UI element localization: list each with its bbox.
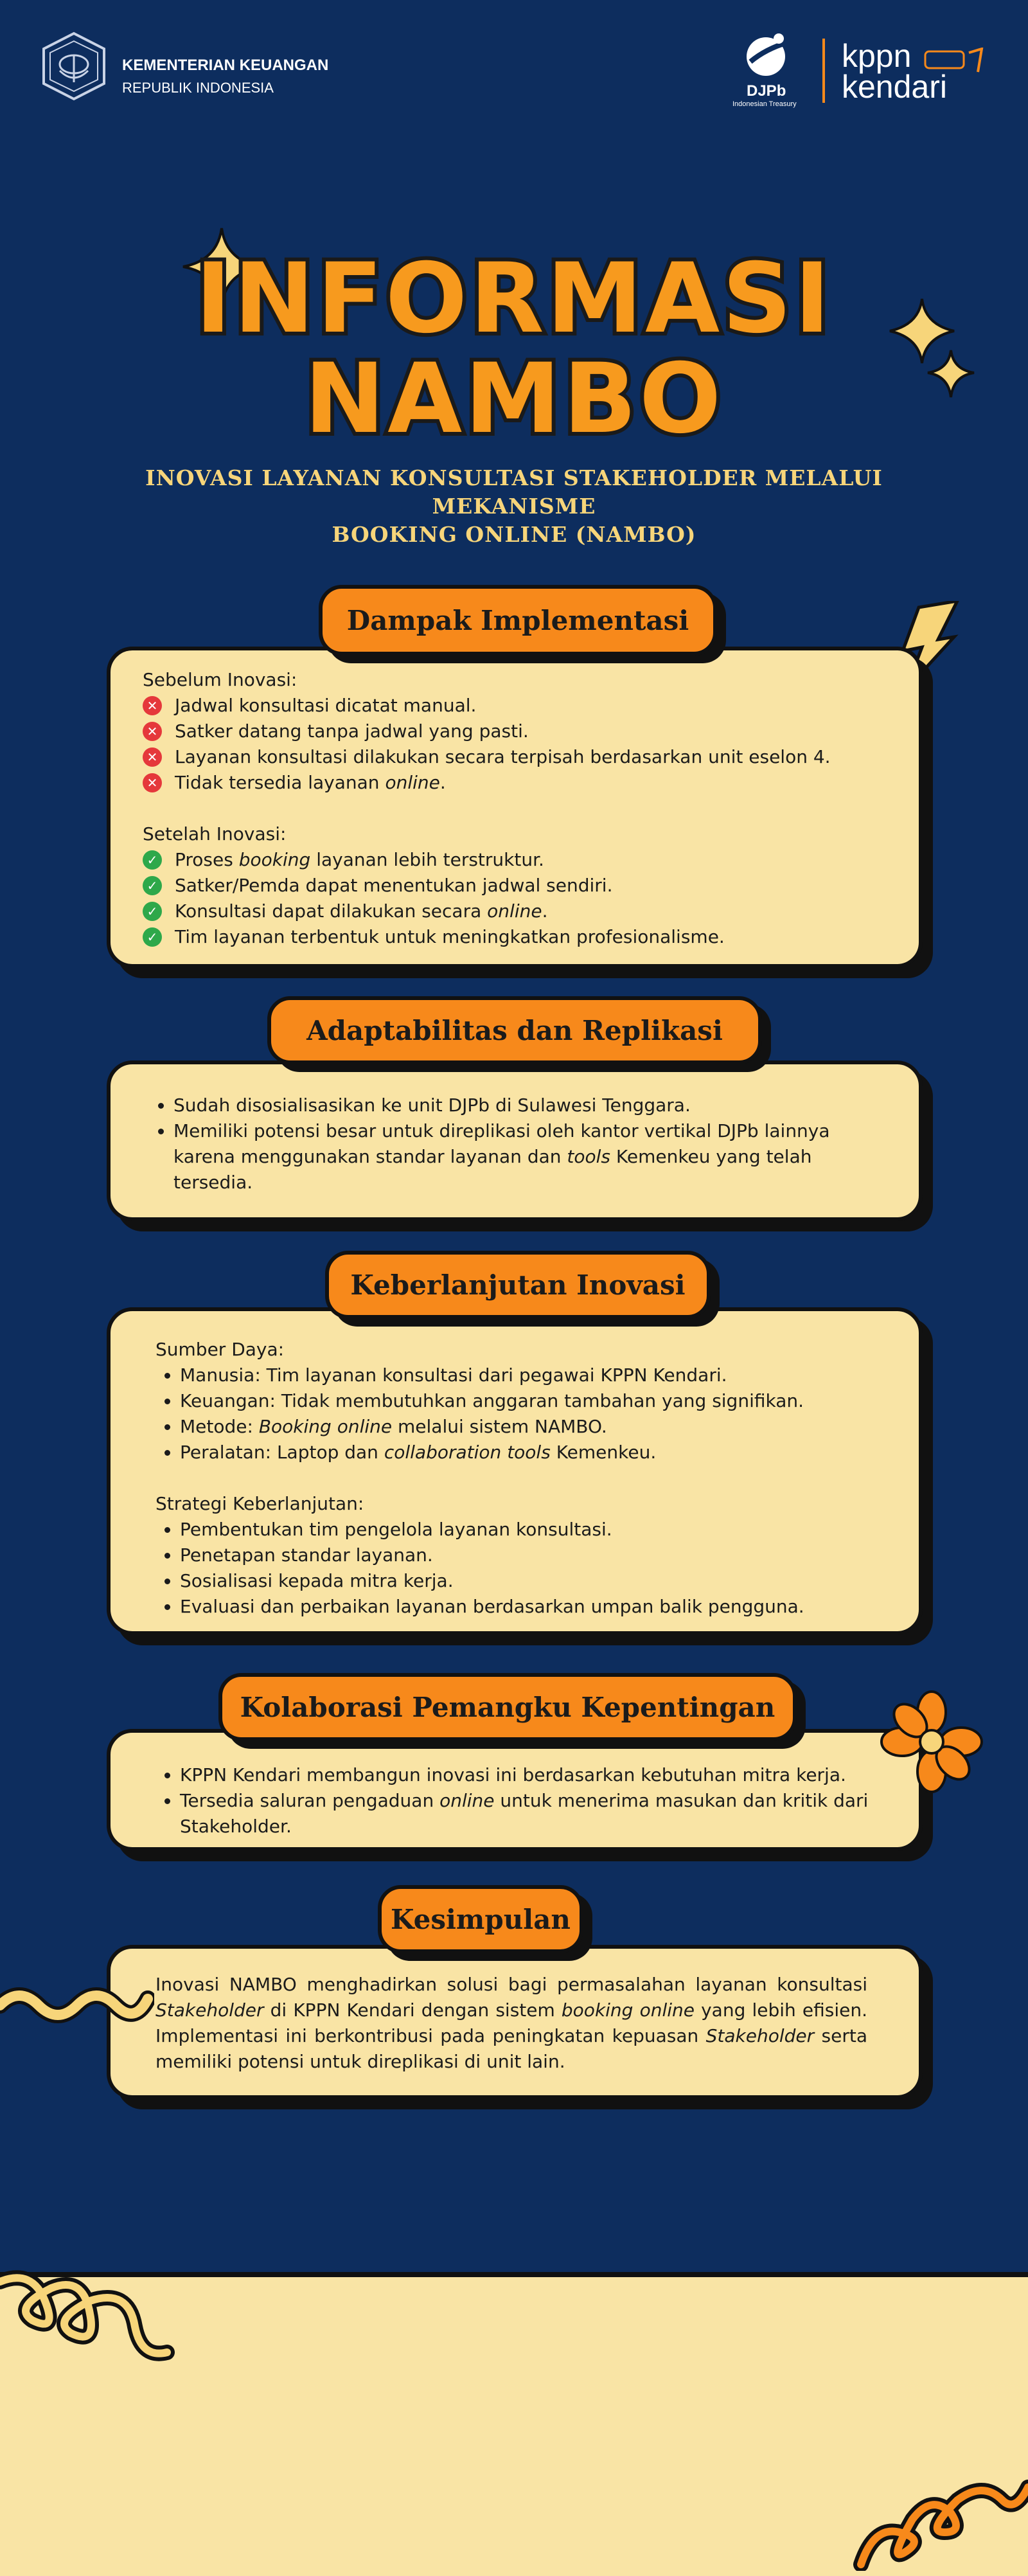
- strategy-item-4: • Evaluasi dan perbaikan layanan berdasarkan umpan balik pengguna.: [180, 1594, 874, 1620]
- after-item-4: ✓ Tim layanan terbentuk untuk meningkatkan profesionalisme.: [143, 924, 887, 950]
- resource-item-3: • Metode: Booking online melalui sistem NAMBO.: [180, 1414, 874, 1440]
- ministry-name-line2: REPUBLIK INDONESIA: [122, 80, 274, 96]
- resource-item-4: • Peralatan: Laptop dan collaboration tools Kemenkeu.: [180, 1440, 874, 1465]
- strategy-item-1: • Pembentukan tim pengelola layanan konsultasi.: [180, 1517, 874, 1543]
- adaptabilitas-card: [107, 1060, 923, 1221]
- resource-item-2: • Keuangan: Tidak membutuhkan anggaran tambahan yang signifikan.: [180, 1388, 874, 1414]
- nambo-mini-badge-icon: [924, 48, 988, 73]
- ministry-emblem-icon: [39, 31, 109, 102]
- title-line2: NAMBO: [304, 343, 724, 455]
- subtitle-line1: INOVASI LAYANAN KONSULTASI STAKEHOLDER MELALUI MEKANISME: [145, 465, 883, 519]
- djpb-logo: [732, 31, 810, 108]
- before-item-4: ✕ Tidak tersedia layanan online.: [143, 770, 887, 796]
- keberlanjutan-heading: Keberlanjutan Inovasi: [325, 1251, 711, 1319]
- cross-icon: ✕: [143, 722, 162, 741]
- after-item-2: ✓ Satker/Pemda dapat menentukan jadwal sendiri.: [143, 873, 887, 899]
- title-line1: INFORMASI: [195, 243, 833, 355]
- kppn-logo: [822, 39, 989, 109]
- djpb-label: DJPb: [747, 82, 786, 100]
- adaptabilitas-item-2: • Memiliki potensi besar untuk direplikasi oleh kantor vertikal DJPb lainnya karena menggunakan standar layanan dan tools Kemenkeu yang telah tersedia.: [173, 1118, 874, 1195]
- page-title: [0, 243, 1028, 455]
- strategy-item-2: • Penetapan standar layanan.: [180, 1543, 874, 1568]
- before-item-3: ✕ Layanan konsultasi dilakukan secara terpisah berdasarkan unit eselon 4.: [143, 744, 887, 770]
- cross-icon: ✕: [143, 696, 162, 715]
- subtitle: [109, 464, 919, 549]
- coil-left-icon: [0, 2243, 186, 2372]
- resource-item-1: • Manusia: Tim layanan konsultasi dari pegawai KPPN Kendari.: [180, 1363, 874, 1388]
- kolaborasi-item-1: • KPPN Kendari membangun inovasi ini berdasarkan kebutuhan mitra kerja.: [180, 1762, 874, 1788]
- dampak-heading: Dampak Implementasi: [319, 585, 717, 656]
- cross-icon: ✕: [143, 773, 162, 792]
- squiggle-left-icon: [0, 1980, 154, 2037]
- kppn-logo-top: kppn: [842, 38, 912, 74]
- before-label: Sebelum Inovasi:: [143, 669, 297, 690]
- strategy-item-3: • Sosialisasi kepada mitra kerja.: [180, 1568, 874, 1594]
- kppn-logo-bottom: kendari: [842, 69, 947, 105]
- ministry-logo: [39, 31, 109, 102]
- adaptabilitas-item-1: • Sudah disosialisasikan ke unit DJPb di Sulawesi Tenggara.: [173, 1093, 874, 1118]
- djpb-sublabel: Indonesian Treasury: [732, 100, 797, 108]
- kolaborasi-item-2: • Tersedia saluran pengaduan online untuk menerima masukan dan kritik dari Stakeholder.: [180, 1788, 874, 1839]
- before-item-1: ✕ Jadwal konsultasi dicatat manual.: [143, 693, 887, 719]
- check-icon: ✓: [143, 902, 162, 921]
- dampak-card: [107, 647, 923, 968]
- after-item-3: ✓ Konsultasi dapat dilakukan secara online.: [143, 899, 887, 924]
- ministry-name-line1: KEMENTERIAN KEUANGAN: [122, 57, 329, 74]
- kolaborasi-heading: Kolaborasi Pemangku Kepentingan: [218, 1673, 797, 1741]
- before-item-2: ✕ Satker datang tanpa jadwal yang pasti.: [143, 719, 887, 744]
- djpb-emblem-icon: [732, 31, 810, 89]
- coil-right-icon: [848, 2449, 1028, 2571]
- check-icon: ✓: [143, 876, 162, 895]
- after-label: Setelah Inovasi:: [143, 823, 287, 845]
- cross-icon: ✕: [143, 747, 162, 767]
- resources-label: Sumber Daya:: [155, 1339, 285, 1360]
- kesimpulan-paragraph: Inovasi NAMBO menghadirkan solusi bagi permasalahan layanan konsultasi Stakeholder di KPPN Kendari dengan sistem booking online yang lebih efisien. Implementasi ini berkontribusi pada peningkatan kepuasan Stakeholder serta memiliki potensi untuk direplikasi di unit lain.: [155, 1974, 867, 2072]
- flower-icon: [880, 1690, 983, 1793]
- kppn-logo-divider: [822, 39, 825, 103]
- kesimpulan-heading: Kesimpulan: [378, 1885, 583, 1953]
- keberlanjutan-card: [107, 1307, 923, 1635]
- check-icon: ✓: [143, 850, 162, 870]
- check-icon: ✓: [143, 927, 162, 947]
- subtitle-line2: BOOKING ONLINE (NAMBO): [332, 522, 696, 547]
- after-item-1: ✓ Proses booking layanan lebih terstruktur.: [143, 847, 887, 873]
- adaptabilitas-heading: Adaptabilitas dan Replikasi: [267, 996, 762, 1064]
- strategy-label: Strategi Keberlanjutan:: [155, 1493, 364, 1514]
- kesimpulan-card: [107, 1945, 923, 2099]
